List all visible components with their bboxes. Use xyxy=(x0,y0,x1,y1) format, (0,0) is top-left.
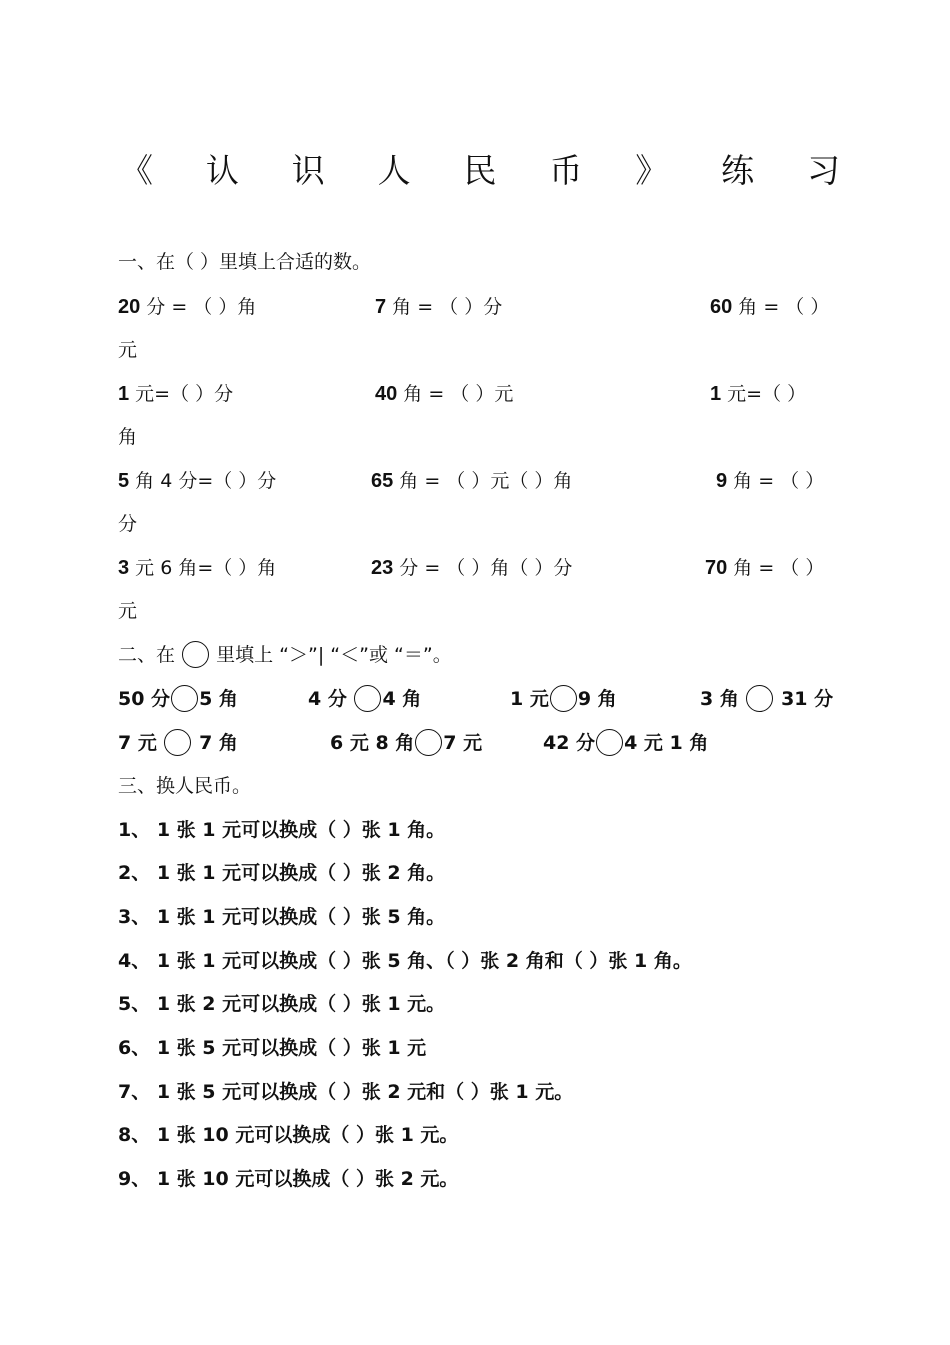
section1-heading: 一、在（ ）里填上合适的数。 xyxy=(118,251,372,273)
fill-item-wrap: 分 xyxy=(118,513,138,535)
fill-item: 9 角 = （ ） xyxy=(716,470,825,492)
compare-item: 4 分 4 角 xyxy=(308,684,421,714)
page-title xyxy=(120,142,840,194)
exchange-item: 9、 1 张 10 元可以换成（ ）张 2 元。 xyxy=(118,1168,459,1190)
compare-circle[interactable] xyxy=(596,729,623,756)
title-char: 识 xyxy=(291,150,325,190)
title-char: 民 xyxy=(463,150,497,190)
exchange-item: 3、 1 张 1 元可以换成（ ）张 5 角。 xyxy=(118,906,446,928)
fill-item-wrap: 元 xyxy=(118,600,138,622)
compare-circle[interactable] xyxy=(550,685,577,712)
fill-item: 70 角 = （ ） xyxy=(705,557,825,579)
title-char: 练 xyxy=(721,150,755,190)
compare-circle[interactable] xyxy=(354,685,381,712)
title-char: 币 xyxy=(549,150,583,190)
compare-circle[interactable] xyxy=(746,685,773,712)
fill-item: 3 元 6 角=（ ）角 xyxy=(118,557,277,579)
fill-item-wrap: 角 xyxy=(118,426,138,448)
compare-circle[interactable] xyxy=(182,641,209,668)
exchange-item: 8、 1 张 10 元可以换成（ ）张 1 元。 xyxy=(118,1124,459,1146)
fill-item: 60 角 = （ ） xyxy=(710,296,830,318)
exchange-item: 6、 1 张 5 元可以换成（ ）张 1 元 xyxy=(118,1037,427,1059)
title-char: 认 xyxy=(205,150,239,190)
fill-item: 40 角 = （ ）元 xyxy=(375,383,514,405)
fill-item: 1 元=（ ）分 xyxy=(118,383,234,405)
compare-item: 6 元 8 角 7 元 xyxy=(330,728,482,758)
fill-item: 5 角 4 分=（ ）分 xyxy=(118,470,277,492)
exchange-item: 5、 1 张 2 元可以换成（ ）张 1 元。 xyxy=(118,993,446,1015)
fill-item: 23 分 = （ ）角（ ）分 xyxy=(371,557,573,579)
compare-item: 42 分 4 元 1 角 xyxy=(543,728,708,758)
exchange-item: 4、 1 张 1 元可以换成（ ）张 5 角、（ ）张 2 角和（ ）张 1 角。 xyxy=(118,950,692,972)
compare-item: 7 元 7 角 xyxy=(118,728,238,758)
fill-item: 20 分 = （ ）角 xyxy=(118,296,257,318)
section2-heading: 二、在 里填上 “＞”| “＜”或 “＝”。 xyxy=(118,640,452,670)
title-char: 人 xyxy=(377,150,411,190)
section3-heading: 三、换人民币。 xyxy=(118,775,252,797)
exchange-item: 1、 1 张 1 元可以换成（ ）张 1 角。 xyxy=(118,819,446,841)
compare-item: 3 角 31 分 xyxy=(700,684,833,714)
fill-item-wrap: 元 xyxy=(118,339,138,361)
title-char: 《 xyxy=(120,150,153,190)
fill-item: 65 角 = （ ）元（ ）角 xyxy=(371,470,573,492)
exchange-item: 2、 1 张 1 元可以换成（ ）张 2 角。 xyxy=(118,862,446,884)
compare-circle[interactable] xyxy=(415,729,442,756)
exchange-item: 7、 1 张 5 元可以换成（ ）张 2 元和（ ）张 1 元。 xyxy=(118,1081,574,1103)
fill-item: 1 元=（ ） xyxy=(710,383,807,405)
compare-circle[interactable] xyxy=(164,729,191,756)
compare-circle[interactable] xyxy=(171,685,198,712)
fill-item: 7 角 = （ ）分 xyxy=(375,296,503,318)
compare-item: 1 元 9 角 xyxy=(510,684,617,714)
title-char: 习 xyxy=(807,150,840,190)
compare-item: 50 分 5 角 xyxy=(118,684,238,714)
title-char: 》 xyxy=(635,150,669,190)
